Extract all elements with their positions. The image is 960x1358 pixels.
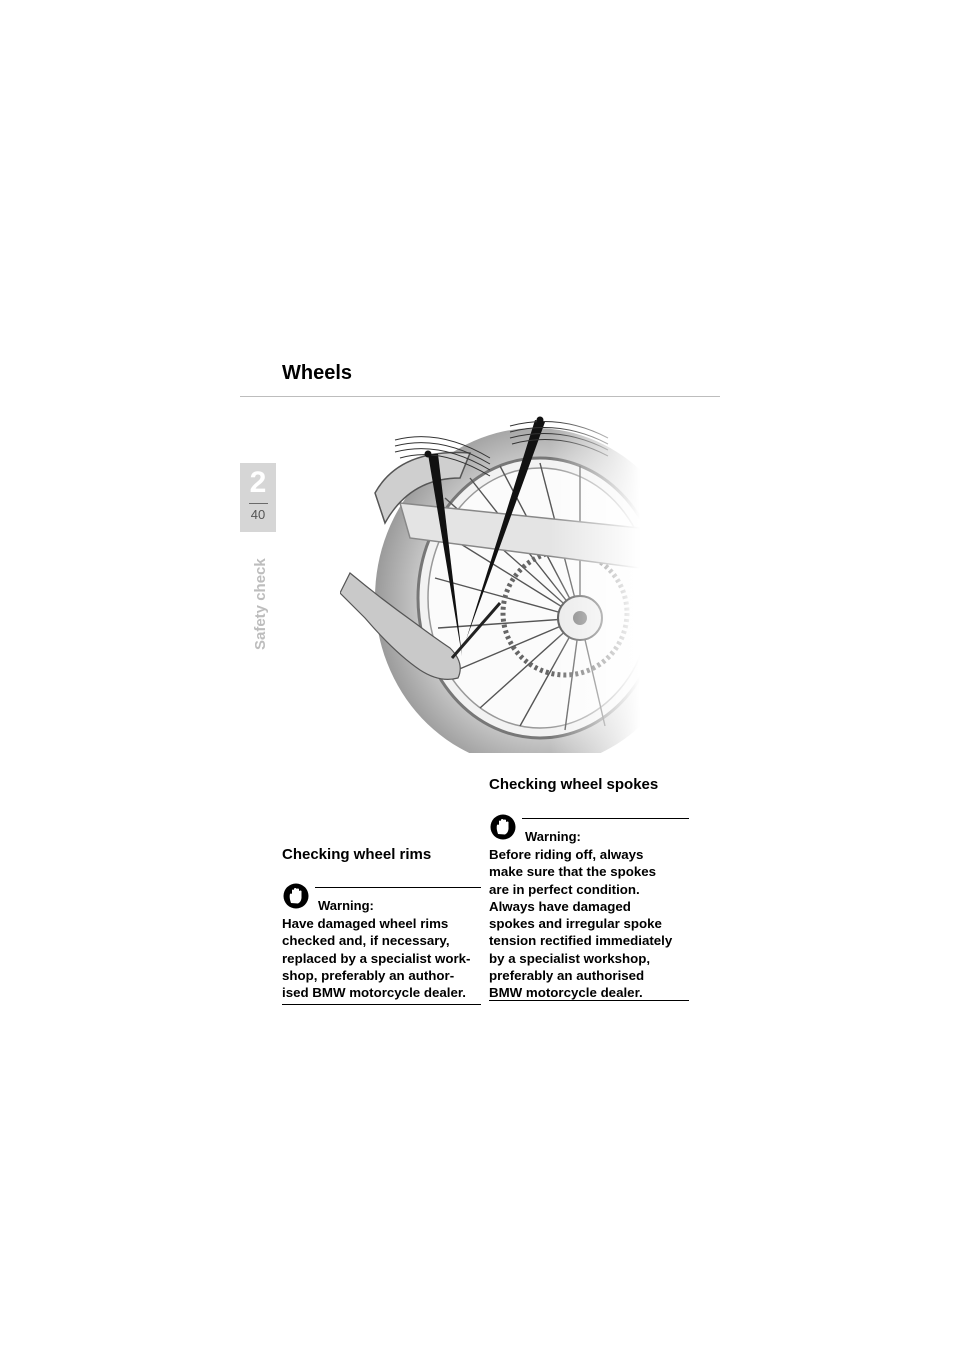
rims-heading: Checking wheel rims <box>282 846 432 863</box>
section-label-text: Safety check <box>252 558 269 650</box>
title-divider <box>240 396 720 397</box>
warning-text: Before riding off, always make sure that the spokes are in perfect condition. Always have damaged spokes and irregular spoke tension rectified immediately by a specialist workshop, preferably an authorised BMW motorcycle dealer. <box>489 847 673 1001</box>
section-label <box>252 550 270 650</box>
chapter-divider <box>249 503 268 504</box>
page-title: Wheels <box>282 362 353 384</box>
warning-rule-bottom <box>489 1000 689 1001</box>
warning-text: Have damaged wheel rims checked and, if necessary, replaced by a specialist work- shop, preferably an author- ised BMW motorcycle dealer. <box>282 916 471 1001</box>
warning-hand-icon <box>490 814 516 840</box>
spokes-heading: Checking wheel spokes <box>489 776 659 793</box>
rear-wheel-illustration <box>340 408 640 753</box>
page-number: 40 <box>250 507 266 522</box>
warning-rule-top <box>315 887 481 888</box>
chapter-number: 2 <box>249 466 267 499</box>
warning-hand-icon <box>283 883 309 909</box>
warning-label: Warning: <box>318 898 374 913</box>
warning-label: Warning: <box>525 829 581 844</box>
warning-rule-top <box>522 818 689 819</box>
warning-rule-bottom <box>282 1004 481 1005</box>
